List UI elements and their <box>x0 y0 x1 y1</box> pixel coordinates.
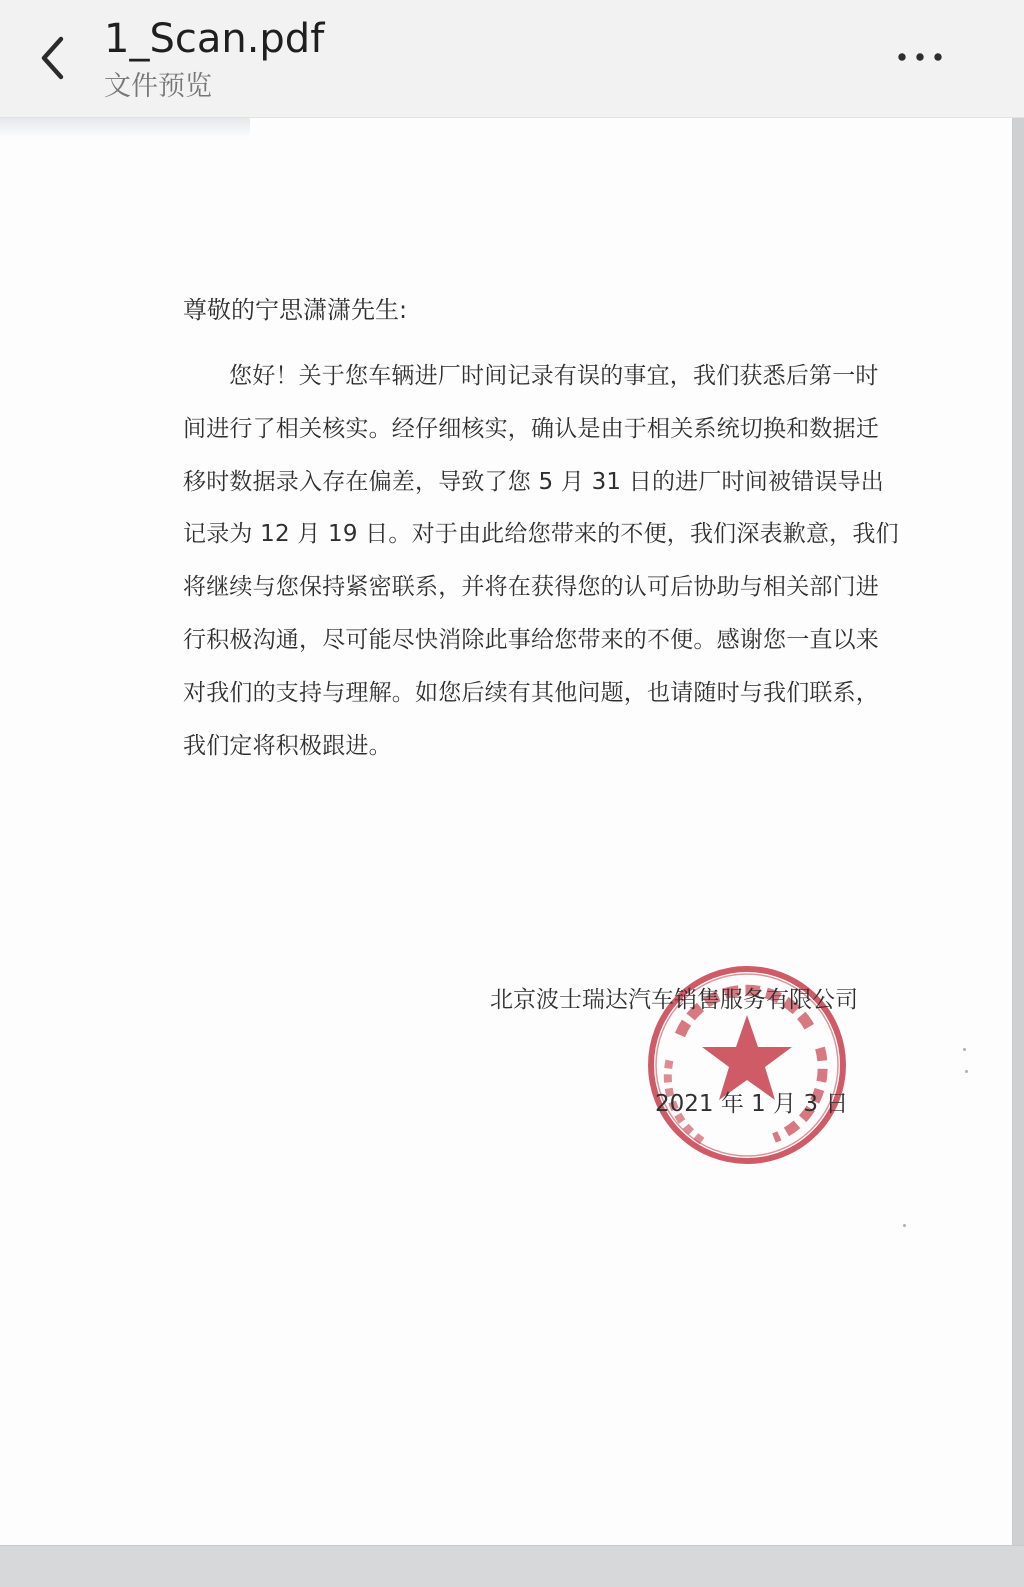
more-horizontal-icon <box>896 51 944 66</box>
letter-body-line: 移时数据录入存在偏差，导致了您 5 月 31 日的进厂时间被错误导出 <box>183 468 884 495</box>
file-title-block <box>104 14 724 104</box>
letter-body-line: 我们定将积极跟进。 <box>183 732 392 759</box>
more-options-button[interactable] <box>888 38 952 78</box>
scan-speck <box>903 1224 906 1227</box>
scanned-letter-page <box>0 118 1012 1545</box>
letter-body-line: 对我们的支持与理解。如您后续有其他问题，也请随时与我们联系， <box>183 679 879 706</box>
letter-body-line: 您好！关于您车辆进厂时间记录有误的事宜，我们获悉后第一时 <box>229 363 879 389</box>
letter-body-line: 行积极沟通，尽可能尽快消除此事给您带来的不便。感谢您一直以来 <box>183 626 879 653</box>
letter-date: 2021 年 1 月 3 日 <box>655 1091 849 1117</box>
letter-body-line: 间进行了相关核实。经仔细核实，确认是由于相关系统切换和数据迁 <box>183 415 879 442</box>
letter-body-line: 记录为 12 月 19 日。对于由此给您带来的不便，我们深表歉意，我们 <box>183 521 899 548</box>
app-header <box>0 0 1024 118</box>
preview-bottom-strip <box>0 1545 1024 1587</box>
letter-body-line: 将继续与您保持紧密联系，并将在获得您的认可后协助与相关部门进 <box>183 574 879 601</box>
file-title: 1_Scan.pdf <box>104 16 325 62</box>
back-button[interactable] <box>24 28 80 88</box>
chevron-left-icon <box>37 35 67 81</box>
company-signature: 北京波士瑞达汽车销售服务有限公司 <box>490 987 858 1013</box>
file-preview-subtitle: 文件预览 <box>104 71 212 102</box>
scan-edge-noise <box>0 118 250 138</box>
scan-speck <box>963 1048 966 1051</box>
letter-body <box>183 350 899 772</box>
scan-speck <box>965 1070 968 1073</box>
letter-salutation: 尊敬的宁思潇潇先生: <box>183 296 408 324</box>
document-preview-scroll-area[interactable] <box>0 118 1024 1545</box>
